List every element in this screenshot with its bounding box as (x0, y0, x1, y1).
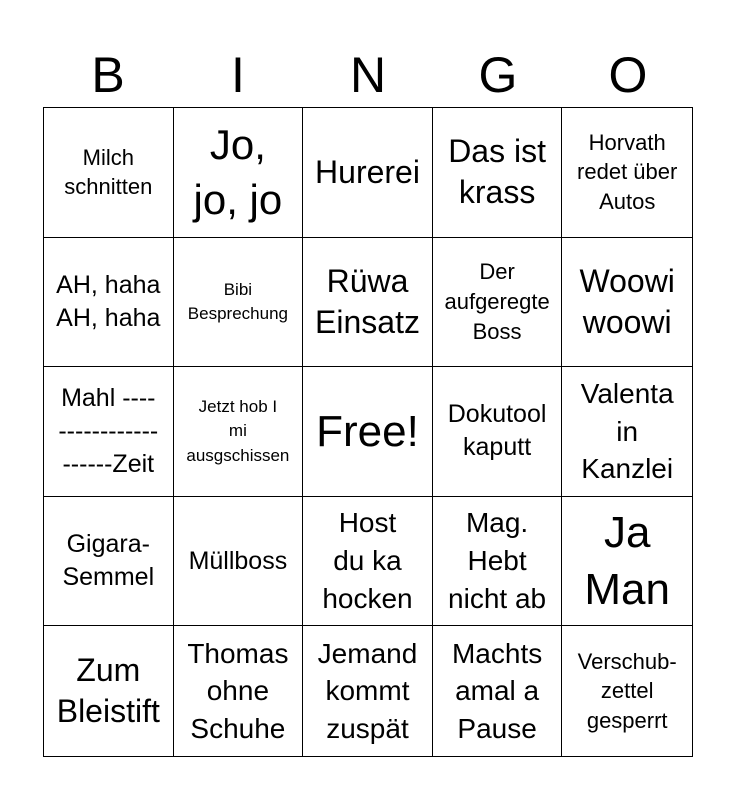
cell-text: Milch schnitten (64, 144, 153, 200)
free-space-cell[interactable] (303, 367, 433, 497)
bingo-cell[interactable] (44, 238, 174, 368)
bingo-cell[interactable] (303, 108, 433, 238)
bingo-cell[interactable] (562, 367, 692, 497)
bingo-cell[interactable] (44, 497, 174, 627)
cell-text: Das ist krass (448, 133, 546, 211)
cell-text: Woowi woowi (579, 262, 675, 340)
cell-text: Machts amal a Pause (451, 637, 543, 745)
cell-text: Verschub- zettel gesperrt (577, 648, 677, 734)
bingo-cell[interactable] (44, 367, 174, 497)
bingo-cell[interactable] (562, 238, 692, 368)
cell-text: Gigara- Semmel (62, 530, 155, 592)
bingo-cell[interactable] (303, 497, 433, 627)
bingo-cell[interactable] (433, 108, 563, 238)
cell-text: Müllboss (188, 546, 288, 575)
cell-text: Ja Man (584, 507, 670, 615)
bingo-cell[interactable] (433, 367, 563, 497)
header-letter-o: O (608, 47, 648, 103)
cell-text: Hurerei (315, 153, 420, 190)
cell-text: Zum Bleistift (56, 652, 160, 730)
bingo-cell[interactable] (433, 626, 563, 756)
bingo-card (43, 107, 693, 757)
bingo-cell[interactable] (44, 108, 174, 238)
header-letter-g: G (478, 47, 518, 103)
bingo-cell[interactable] (303, 238, 433, 368)
cell-text: Valenta in Kanzlei (580, 377, 674, 485)
cell-text: Bibi Besprechung (187, 279, 288, 323)
header-letter-i: I (231, 47, 245, 103)
bingo-cell[interactable] (433, 497, 563, 627)
cell-text: Jemand kommt zuspät (317, 637, 418, 745)
bingo-cell[interactable] (174, 238, 304, 368)
bingo-cell[interactable] (562, 108, 692, 238)
bingo-cell[interactable] (433, 238, 563, 368)
bingo-cell[interactable] (303, 626, 433, 756)
bingo-cell[interactable] (174, 367, 304, 497)
bingo-cell[interactable] (562, 626, 692, 756)
bingo-cell[interactable] (562, 497, 692, 627)
cell-text: Jo, jo, jo (193, 120, 283, 224)
header-letter-n: N (349, 47, 387, 103)
bingo-cell[interactable] (174, 108, 304, 238)
bingo-cell[interactable] (44, 626, 174, 756)
cell-text: Der aufgeregte Boss (444, 259, 550, 344)
bingo-cell[interactable] (174, 626, 304, 756)
free-space-text: Free! (316, 406, 419, 456)
cell-text: Dokutool kaputt (447, 400, 547, 462)
cell-text: Thomas ohne Schuhe (187, 637, 289, 745)
cell-text: Host du ka hocken (322, 507, 413, 614)
bingo-header (43, 42, 693, 108)
cell-text: Rüwa Einsatz (315, 262, 420, 340)
cell-text: Mahl ---- ------------ ------Zeit (58, 383, 159, 478)
cell-text: Horvath redet über Autos (577, 129, 678, 215)
cell-text: AH, haha AH, haha (56, 270, 161, 332)
cell-text: Jetzt hob I mi ausgschissen (186, 397, 290, 465)
cell-text: Mag. Hebt nicht ab (448, 507, 547, 614)
header-letter-b: B (91, 47, 125, 103)
bingo-cell[interactable] (174, 497, 304, 627)
